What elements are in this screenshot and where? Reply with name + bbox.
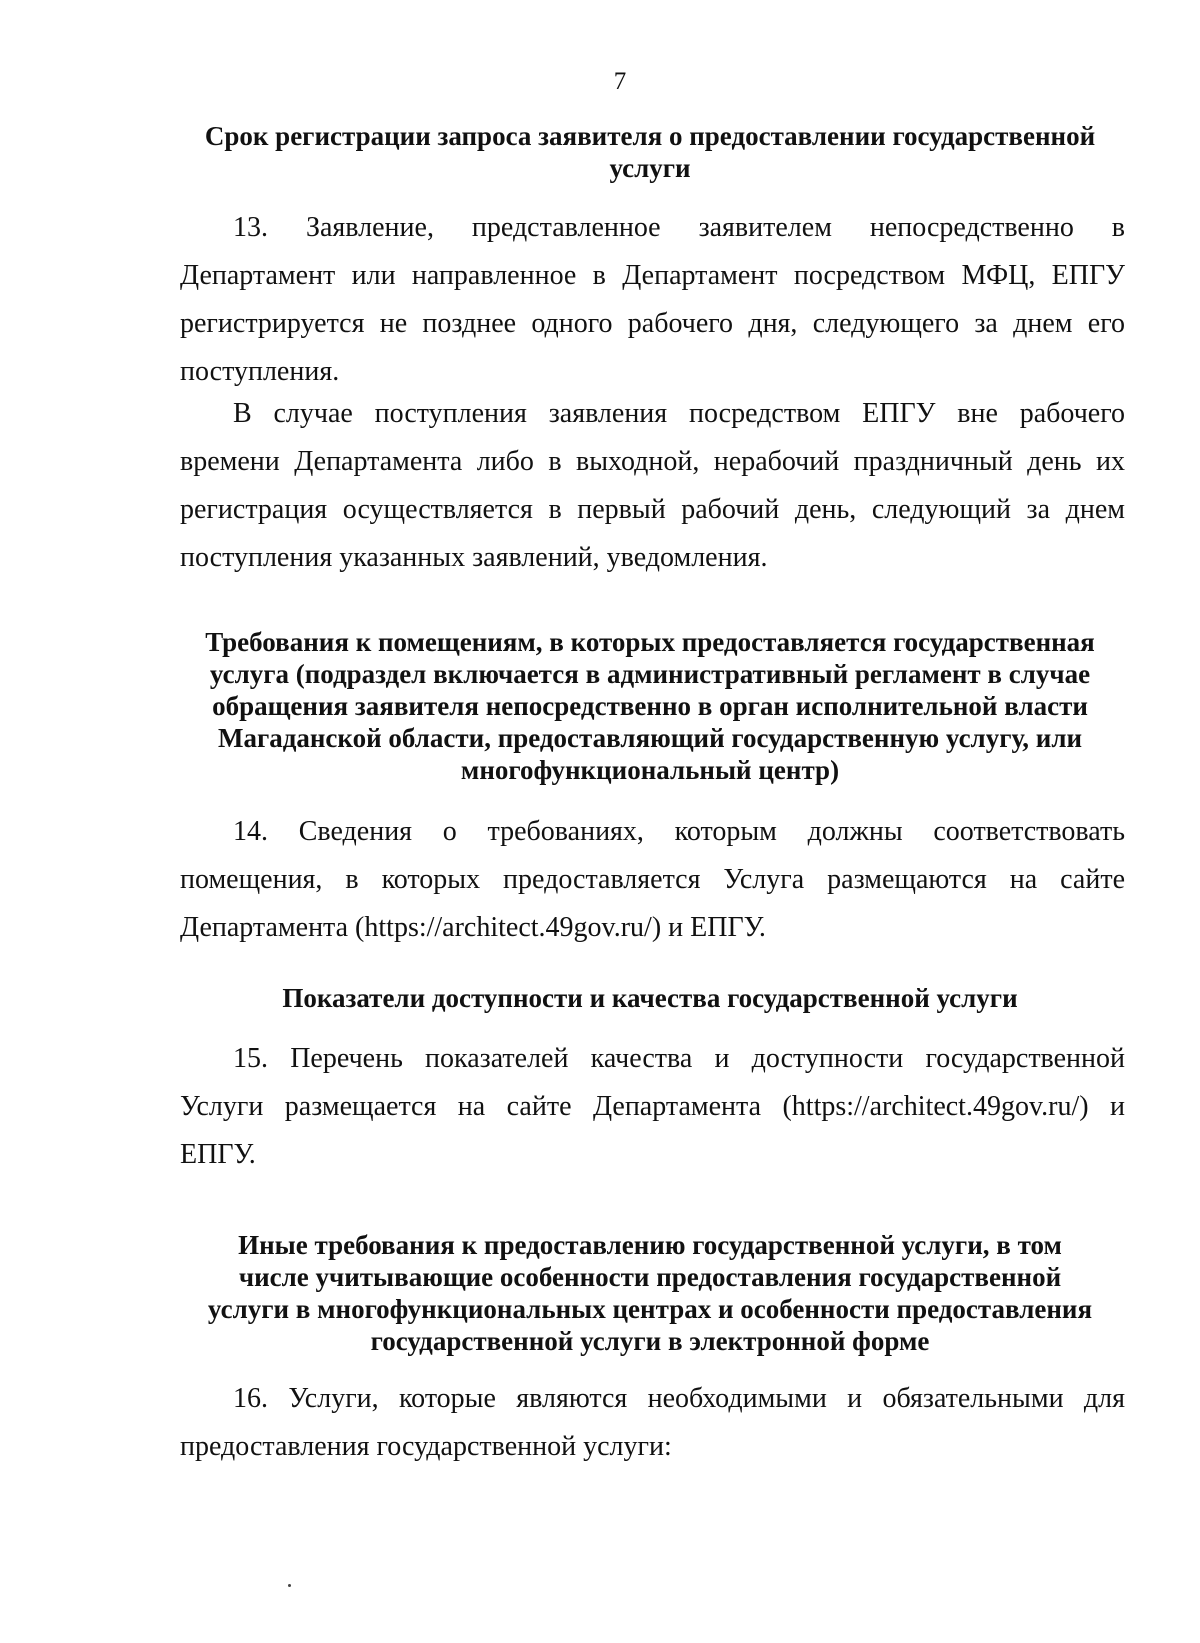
paragraph-line: Услуги размещается на сайте Департамента (https://architect.49gov.ru/) и (180, 1091, 1125, 1122)
paragraph-13 (180, 204, 1125, 396)
paragraph-line: поступления указанных заявлений, уведомления. (180, 542, 768, 573)
page-number: 7 (613, 68, 627, 95)
section-heading-other-requirements (180, 1229, 1120, 1357)
heading-line: Иные требования к предоставлению государственной услуги, в том (238, 1230, 1062, 1260)
heading-line: многофункциональный центр) (460, 755, 840, 785)
heading-line: государственной услуги в электронной форме (370, 1326, 930, 1356)
paragraph-15 (180, 1035, 1125, 1179)
paragraph-line: времени Департамента либо в выходной, нерабочий праздничный день их (180, 446, 1125, 477)
paragraph-line: помещения, в которых предоставляется Услуга размещаются на сайте (180, 864, 1125, 895)
paragraph-line: Департамент или направленное в Департамент посредством МФЦ, ЕПГУ (180, 260, 1125, 291)
paragraph-line: поступления. (180, 356, 340, 387)
paragraph-line: Департамента (https://architect.49gov.ru/) и ЕПГУ. (180, 912, 766, 943)
paragraph-line: регистрируется не позднее одного рабочего дня, следующего за днем его (180, 308, 1125, 339)
heading-line: услуга (подраздел включается в административный регламент в случае (209, 659, 1091, 689)
paragraph-line: 15. Перечень показателей качества и доступности государственной (233, 1043, 1125, 1074)
section-heading-quality (180, 982, 1120, 1014)
heading-line: Срок регистрации запроса заявителя о предоставлении государственной (204, 121, 1096, 151)
heading-line: услуги в многофункциональных центрах и особенности предоставления (207, 1294, 1093, 1324)
heading-line: числе учитывающие особенности предоставления государственной (238, 1262, 1062, 1292)
paragraph-14 (180, 808, 1125, 952)
paragraph-line: предоставления государственной услуги: (180, 1431, 672, 1462)
heading-line: Требования к помещениям, в которых предоставляется государственная (205, 627, 1095, 657)
heading-line: Показатели доступности и качества государственной услуги (282, 983, 1018, 1013)
heading-line: обращения заявителя непосредственно в орган исполнительной власти (212, 691, 1088, 721)
section-heading-registration (180, 120, 1120, 184)
section-heading-premises (180, 626, 1120, 786)
paragraph-line: регистрация осуществляется в первый рабочий день, следующий за днем (180, 494, 1125, 525)
paragraph-16 (180, 1375, 1125, 1471)
scan-speck (288, 1584, 291, 1587)
paragraph-line: В случае поступления заявления посредством ЕПГУ вне рабочего (233, 398, 1125, 429)
paragraph-13-continued (180, 390, 1125, 582)
heading-line: услуги (609, 153, 691, 183)
heading-line: Магаданской области, предоставляющий государственную услугу, или (217, 723, 1083, 753)
paragraph-line: ЕПГУ. (180, 1139, 256, 1170)
paragraph-line: 16. Услуги, которые являются необходимыми и обязательными для (233, 1383, 1125, 1414)
paragraph-line: 13. Заявление, представленное заявителем непосредственно в (233, 212, 1125, 243)
paragraph-line: 14. Сведения о требованиях, которым должны соответствовать (233, 816, 1125, 847)
